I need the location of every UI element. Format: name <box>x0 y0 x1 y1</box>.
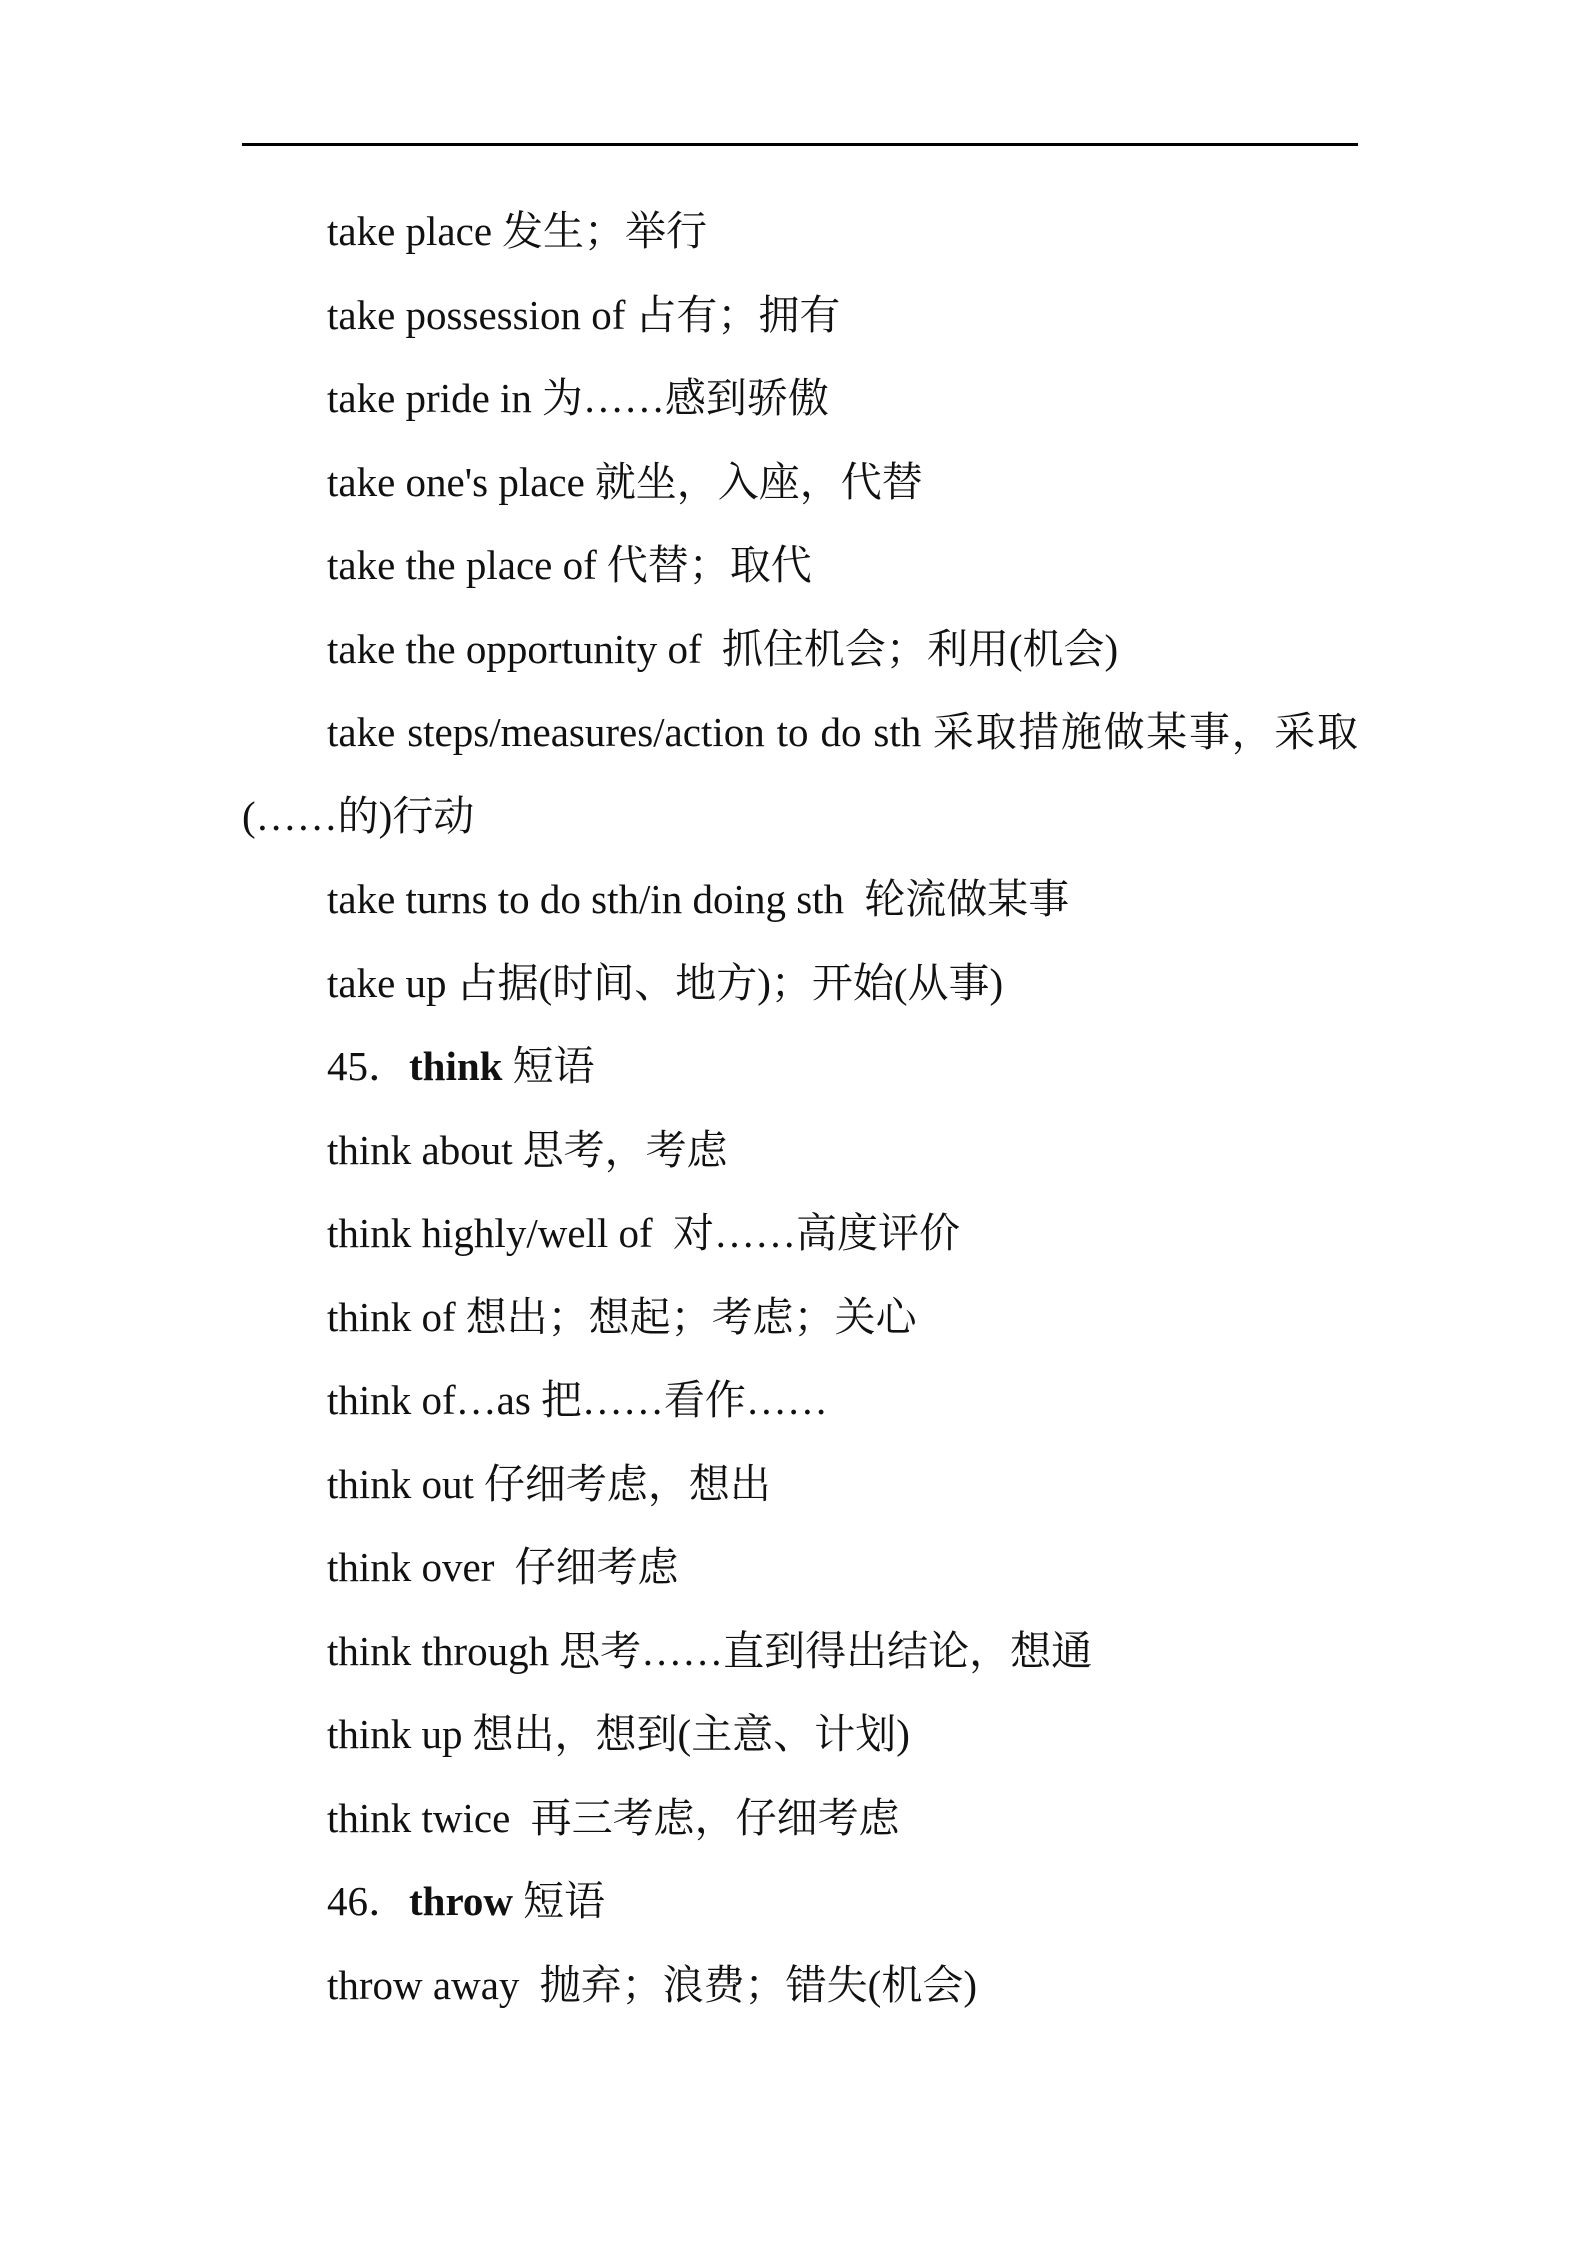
phrase-english: think through <box>327 1627 550 1674</box>
phrase-line <box>242 1276 1358 1360</box>
phrase-english: take one's place <box>327 458 585 505</box>
phrase-english: take place <box>327 208 493 254</box>
phrase-line <box>242 1777 1358 1861</box>
phrase-line <box>242 942 1358 1026</box>
phrase-english: think out <box>327 1460 474 1507</box>
phrase-line <box>242 1359 1358 1443</box>
phrase-chinese: 抛弃；浪费；错失(机会) <box>529 1961 977 2008</box>
phrase-chinese: 思考，考虑 <box>522 1126 728 1173</box>
phrase-chinese: 占有；拥有 <box>635 291 841 338</box>
phrase-line <box>242 190 1358 274</box>
phrase-english: take turns to do sth/in doing sth <box>327 876 845 922</box>
phrase-english: think about <box>327 1126 513 1173</box>
phrase-chinese: 对……高度评价 <box>662 1210 960 1256</box>
phrase-chinese: 再三考虑，仔细考虑 <box>520 1794 900 1841</box>
phrase-english: throw away <box>327 1961 520 2008</box>
phrase-line <box>242 1610 1358 1694</box>
phrase-english: take possession of <box>327 291 626 338</box>
phrase-english: think twice <box>327 1794 511 1841</box>
phrase-line <box>242 1526 1358 1610</box>
section-number: 46． <box>327 1878 409 1924</box>
phrase-line <box>242 608 1358 692</box>
header-rule <box>242 143 1358 146</box>
phrase-line <box>242 1109 1358 1193</box>
phrase-line <box>242 691 1358 858</box>
section-word: throw <box>409 1878 514 1924</box>
phrase-chinese: 代替；取代 <box>606 542 812 588</box>
phrase-english: take steps/measures/action to do sth <box>327 709 922 755</box>
phrase-chinese: 仔细考虑，想出 <box>483 1460 771 1507</box>
phrase-line <box>242 274 1358 358</box>
phrase-line <box>242 1693 1358 1777</box>
phrase-chinese: 想出；想起；考虑；关心 <box>465 1293 917 1340</box>
phrase-line <box>242 441 1358 525</box>
section-label: 短语 <box>512 1043 595 1089</box>
phrase-chinese: 轮流做某事 <box>854 876 1070 922</box>
phrase-english: think of…as <box>327 1377 531 1423</box>
phrase-english: think highly/well of <box>327 1210 653 1256</box>
phrase-chinese: 仔细考虑 <box>504 1544 679 1590</box>
section-label: 短语 <box>523 1878 606 1924</box>
phrase-line <box>242 1443 1358 1527</box>
phrase-chinese: 占据(时间、地方)；开始(从事) <box>456 959 1004 1006</box>
phrase-chinese: 把……看作…… <box>540 1377 828 1423</box>
phrase-chinese: 采取措施做某事，采取(……的)行动 <box>242 709 1358 839</box>
section-heading <box>242 1025 1358 1109</box>
section-heading <box>242 1860 1358 1944</box>
section-number: 45． <box>327 1043 409 1089</box>
phrase-line <box>242 524 1358 608</box>
phrase-chinese: 发生；举行 <box>502 208 708 254</box>
phrase-line <box>242 1192 1358 1276</box>
section-word: think <box>409 1043 503 1089</box>
phrase-chinese: 抓住机会；利用(机会) <box>711 625 1119 672</box>
phrase-chinese: 想出，想到(主意、计划) <box>472 1711 910 1757</box>
phrase-chinese: 为……感到骄傲 <box>541 375 829 421</box>
phrase-chinese: 思考……直到得出结论，想通 <box>559 1627 1093 1674</box>
phrase-english: think up <box>327 1711 463 1757</box>
phrase-english: think over <box>327 1544 495 1590</box>
phrase-english: take the opportunity of <box>327 625 702 672</box>
phrase-english: take up <box>327 959 447 1006</box>
phrase-line <box>242 858 1358 942</box>
phrase-english: take the place of <box>327 542 597 588</box>
phrase-line <box>242 1944 1358 2028</box>
phrase-english: take pride in <box>327 375 532 421</box>
phrase-english: think of <box>327 1293 456 1340</box>
phrase-line <box>242 357 1358 441</box>
phrase-list <box>242 190 1358 2027</box>
phrase-chinese: 就坐，入座，代替 <box>594 458 923 505</box>
